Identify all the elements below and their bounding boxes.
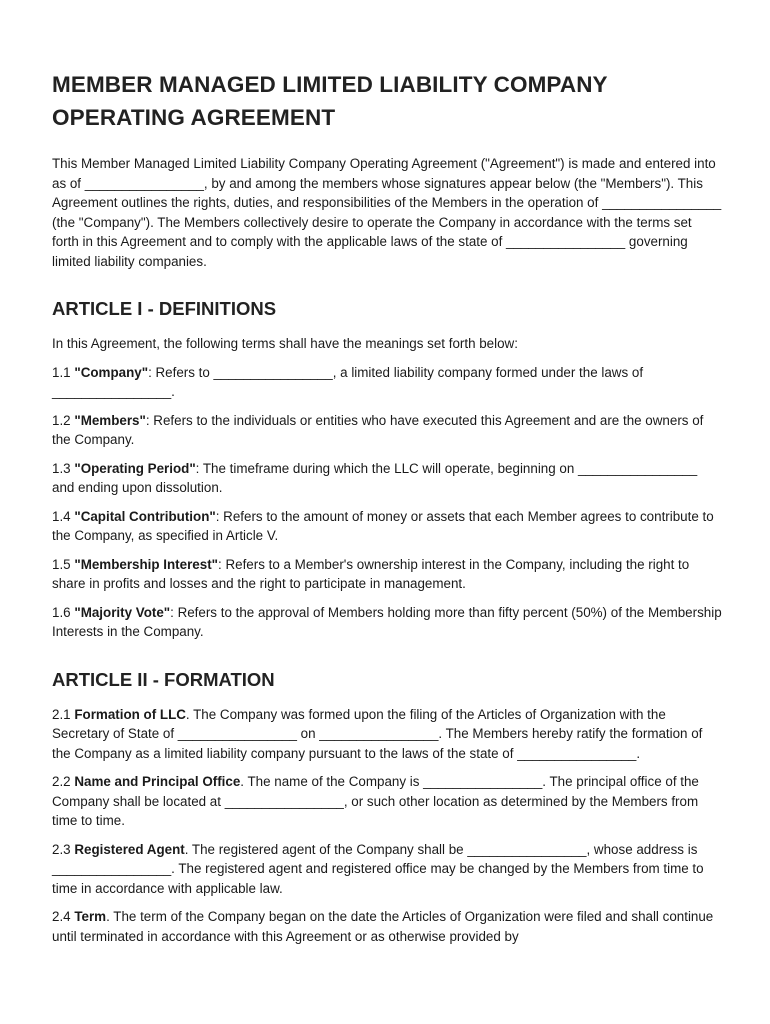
section-spacer: [52, 651, 722, 668]
definition-term: "Operating Period": [74, 460, 196, 476]
section-2-4: 2.4 Term. The term of the Company began on the date the Articles of Organization were filed and shall continue until terminated in accordance with this Agreement or as otherwise provided by: [52, 909, 714, 944]
article-2-heading: ARTICLE II - FORMATION: [52, 668, 275, 690]
section-term: Registered Agent: [74, 841, 185, 857]
section-term: Formation of LLC: [74, 706, 186, 722]
article-1-heading: ARTICLE I - DEFINITIONS: [52, 298, 277, 319]
definition-term: "Members": [74, 412, 146, 428]
article-1-lead: In this Agreement, the following terms shall have the meanings set forth below:: [52, 336, 518, 351]
section-2-3: 2.3 Registered Agent. The registered agent of the Company shall be ________________, whose address is ________________. The registered agent and registered office may be changed by the Members from time to time in accordance with applicable law.: [52, 841, 704, 896]
definition-term: "Capital Contribution": [74, 508, 216, 524]
document-title: [52, 68, 722, 134]
title-line-1: MEMBER MANAGED LIMITED LIABILITY COMPANY: [52, 72, 608, 97]
definition-term: "Company": [74, 364, 149, 380]
intro-paragraph: This Member Managed Limited Liability Company Operating Agreement ("Agreement") is made and entered into as of ________________, by and among the members whose signatures appear below (the "Members"). This Agreement outlines the rights, duties, and responsibilities of the Members in the operation of ________________ (the "Company"). The Members collectively desire to operate the Company in accordance with the terms set forth in this Agreement and to comply with the applicable laws of the state of ________________ governing limited liability companies.: [52, 156, 722, 269]
section-2-2: 2.2 Name and Principal Office. The name of the Company is ________________. The principal office of the Company shall be located at ________________, or such other location as determined by the Members from time to time.: [52, 774, 699, 828]
definition-1-2: 1.2 "Members": Refers to the individuals or entities who have executed this Agreement and are the owners of the Company.: [52, 412, 704, 447]
title-line-2: OPERATING AGREEMENT: [52, 105, 336, 130]
definition-term: "Membership Interest": [74, 556, 219, 572]
section-term: Term: [74, 909, 107, 924]
section-term: Name and Principal Office: [74, 774, 241, 789]
section-2-1: 2.1 Formation of LLC. The Company was formed upon the filing of the Articles of Organization with the Secretary of State of ________________ on ________________. The Members hereby ratify the formation of the Company as a limited liability company pursuant to the laws of the state of ________________.: [52, 706, 703, 761]
definition-1-5: 1.5 "Membership Interest": Refers to a Member's ownership interest in the Company, including the right to share in profits and losses and the right to participate in management.: [52, 556, 690, 591]
definition-1-3: 1.3 "Operating Period": The timeframe during which the LLC will operate, beginning on ________________ and ending upon dissolution.: [52, 460, 698, 495]
definition-1-1: 1.1 "Company": Refers to ________________, a limited liability company formed under the laws of ________________.: [52, 364, 644, 399]
definition-1-6: 1.6 "Majority Vote": Refers to the approval of Members holding more than fifty percent (50%) of the Membership Interests in the Company.: [52, 604, 722, 639]
definition-term: "Majority Vote": [74, 604, 171, 620]
definition-1-4: 1.4 "Capital Contribution": Refers to the amount of money or assets that each Member agrees to contribute to the Company, as specified in Article V.: [52, 508, 714, 543]
